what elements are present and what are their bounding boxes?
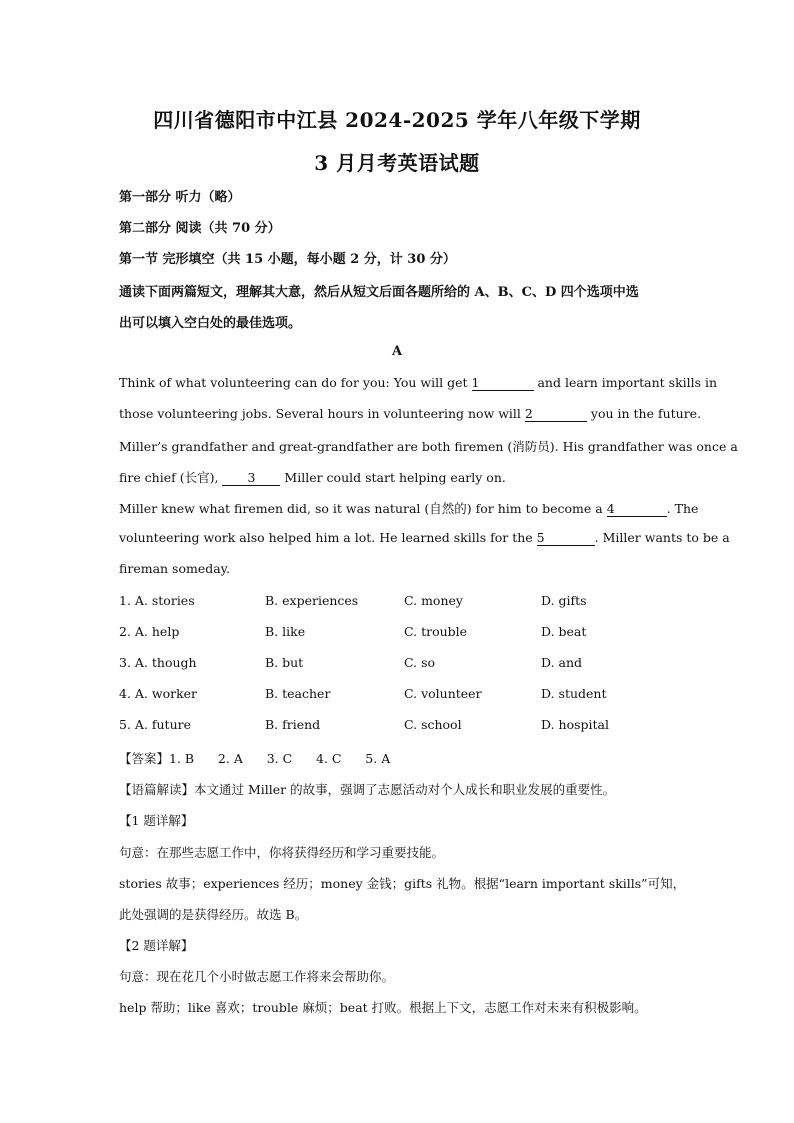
q1-sentence: 句意：在那些志愿工作中，你将获得经历和学习重要技能。 xyxy=(119,845,445,860)
q2-sentence: 句意：现在花几个小时做志愿工作将来会帮助你。 xyxy=(119,969,395,984)
passage-text: volunteering work also helped him a lot. He learned skills for the xyxy=(119,530,537,545)
passage-text: and learn important skills in xyxy=(533,375,718,390)
passage-text: Miller could start helping early on. xyxy=(280,470,506,485)
blank-4: 4 xyxy=(607,502,667,517)
page-title: 四川省德阳市中江县 2024-2025 学年八年级下学期 xyxy=(153,108,641,132)
passage-label: A xyxy=(391,344,403,359)
option-b: B. friend xyxy=(265,717,321,732)
blank-3: 3 xyxy=(222,471,280,486)
option-b: B. teacher xyxy=(265,686,331,701)
passage-line-7: fireman someday. xyxy=(119,561,231,576)
option-b: B. like xyxy=(265,624,306,639)
passage-text: . Miller wants to be a xyxy=(594,530,730,545)
passage-line-3: Miller’s grandfather and great-grandfather are both firemen (消防员). His grandfather was once a xyxy=(119,439,738,454)
blank-5: 5 xyxy=(537,531,595,546)
option-d: D. beat xyxy=(541,624,587,639)
option-d: D. gifts xyxy=(541,593,587,608)
passage-text: Miller knew what firemen did, so it was natural (自然的) for him to become a xyxy=(119,501,607,516)
option-d: D. and xyxy=(541,655,583,670)
passage-line-1 xyxy=(119,375,718,391)
option-d: D. hospital xyxy=(541,717,609,732)
option-a: 3. A. though xyxy=(119,655,197,670)
q1-explanation-1: stories 故事；experiences 经历；money 金钱；gifts 礼物。根据“learn important skills”可知， xyxy=(119,876,686,891)
option-b: B. experiences xyxy=(265,593,359,608)
passage-line-6 xyxy=(119,530,730,546)
q2-explanation-1: help 帮助；like 喜欢；trouble 麻烦；beat 打败。根据上下文，志愿工作对未来有积极影响。 xyxy=(119,1000,647,1015)
part1-heading: 第一部分 听力（略） xyxy=(119,190,241,205)
passage-text: you in the future. xyxy=(586,406,702,421)
part2-heading: 第二部分 阅读（共 70 分） xyxy=(119,221,281,236)
option-c: C. trouble xyxy=(404,624,468,639)
instruction-line-1: 通读下面两篇短文，理解其大意，然后从短文后面各题所给的 A、B、C、D 四个选项中选 xyxy=(119,285,639,300)
option-c: C. money xyxy=(404,593,463,608)
passage-line-4 xyxy=(119,468,506,486)
q1-heading: 【1 题详解】 xyxy=(119,813,194,828)
q1-explanation-2: 此处强调的是获得经历。故选 B。 xyxy=(119,907,308,922)
passage-text: Think of what volunteering can do for you: You will get xyxy=(119,375,472,390)
instruction-line-2: 出可以填入空白处的最佳选项。 xyxy=(119,316,302,331)
q2-heading: 【2 题详解】 xyxy=(119,938,194,953)
section1-heading: 第一节 完形填空（共 15 小题，每小题 2 分，计 30 分） xyxy=(119,252,456,267)
page-subtitle: 3 月月考英语试题 xyxy=(314,151,480,175)
option-b: B. but xyxy=(265,655,304,670)
option-a: 5. A. future xyxy=(119,717,191,732)
passage-text: those volunteering jobs. Several hours in volunteering now will xyxy=(119,406,525,421)
option-c: C. volunteer xyxy=(404,686,482,701)
option-a: 1. A. stories xyxy=(119,593,195,608)
option-c: C. so xyxy=(404,655,436,670)
option-d: D. student xyxy=(541,686,607,701)
blank-1: 1 xyxy=(472,376,534,391)
blank-2: 2 xyxy=(525,407,587,422)
option-a: 4. A. worker xyxy=(119,686,198,701)
option-a: 2. A. help xyxy=(119,624,180,639)
option-c: C. school xyxy=(404,717,462,732)
answer-key: 【答案】1. B 2. A 3. C 4. C 5. A xyxy=(119,751,391,766)
passage-summary: 【语篇解读】本文通过 Miller 的故事，强调了志愿活动对个人成长和职业发展的重要性。 xyxy=(119,782,616,797)
passage-text: fire chief (长官), xyxy=(119,470,223,485)
passage-line-5 xyxy=(119,499,699,517)
passage-line-2 xyxy=(119,406,702,422)
passage-text: . The xyxy=(666,501,699,516)
